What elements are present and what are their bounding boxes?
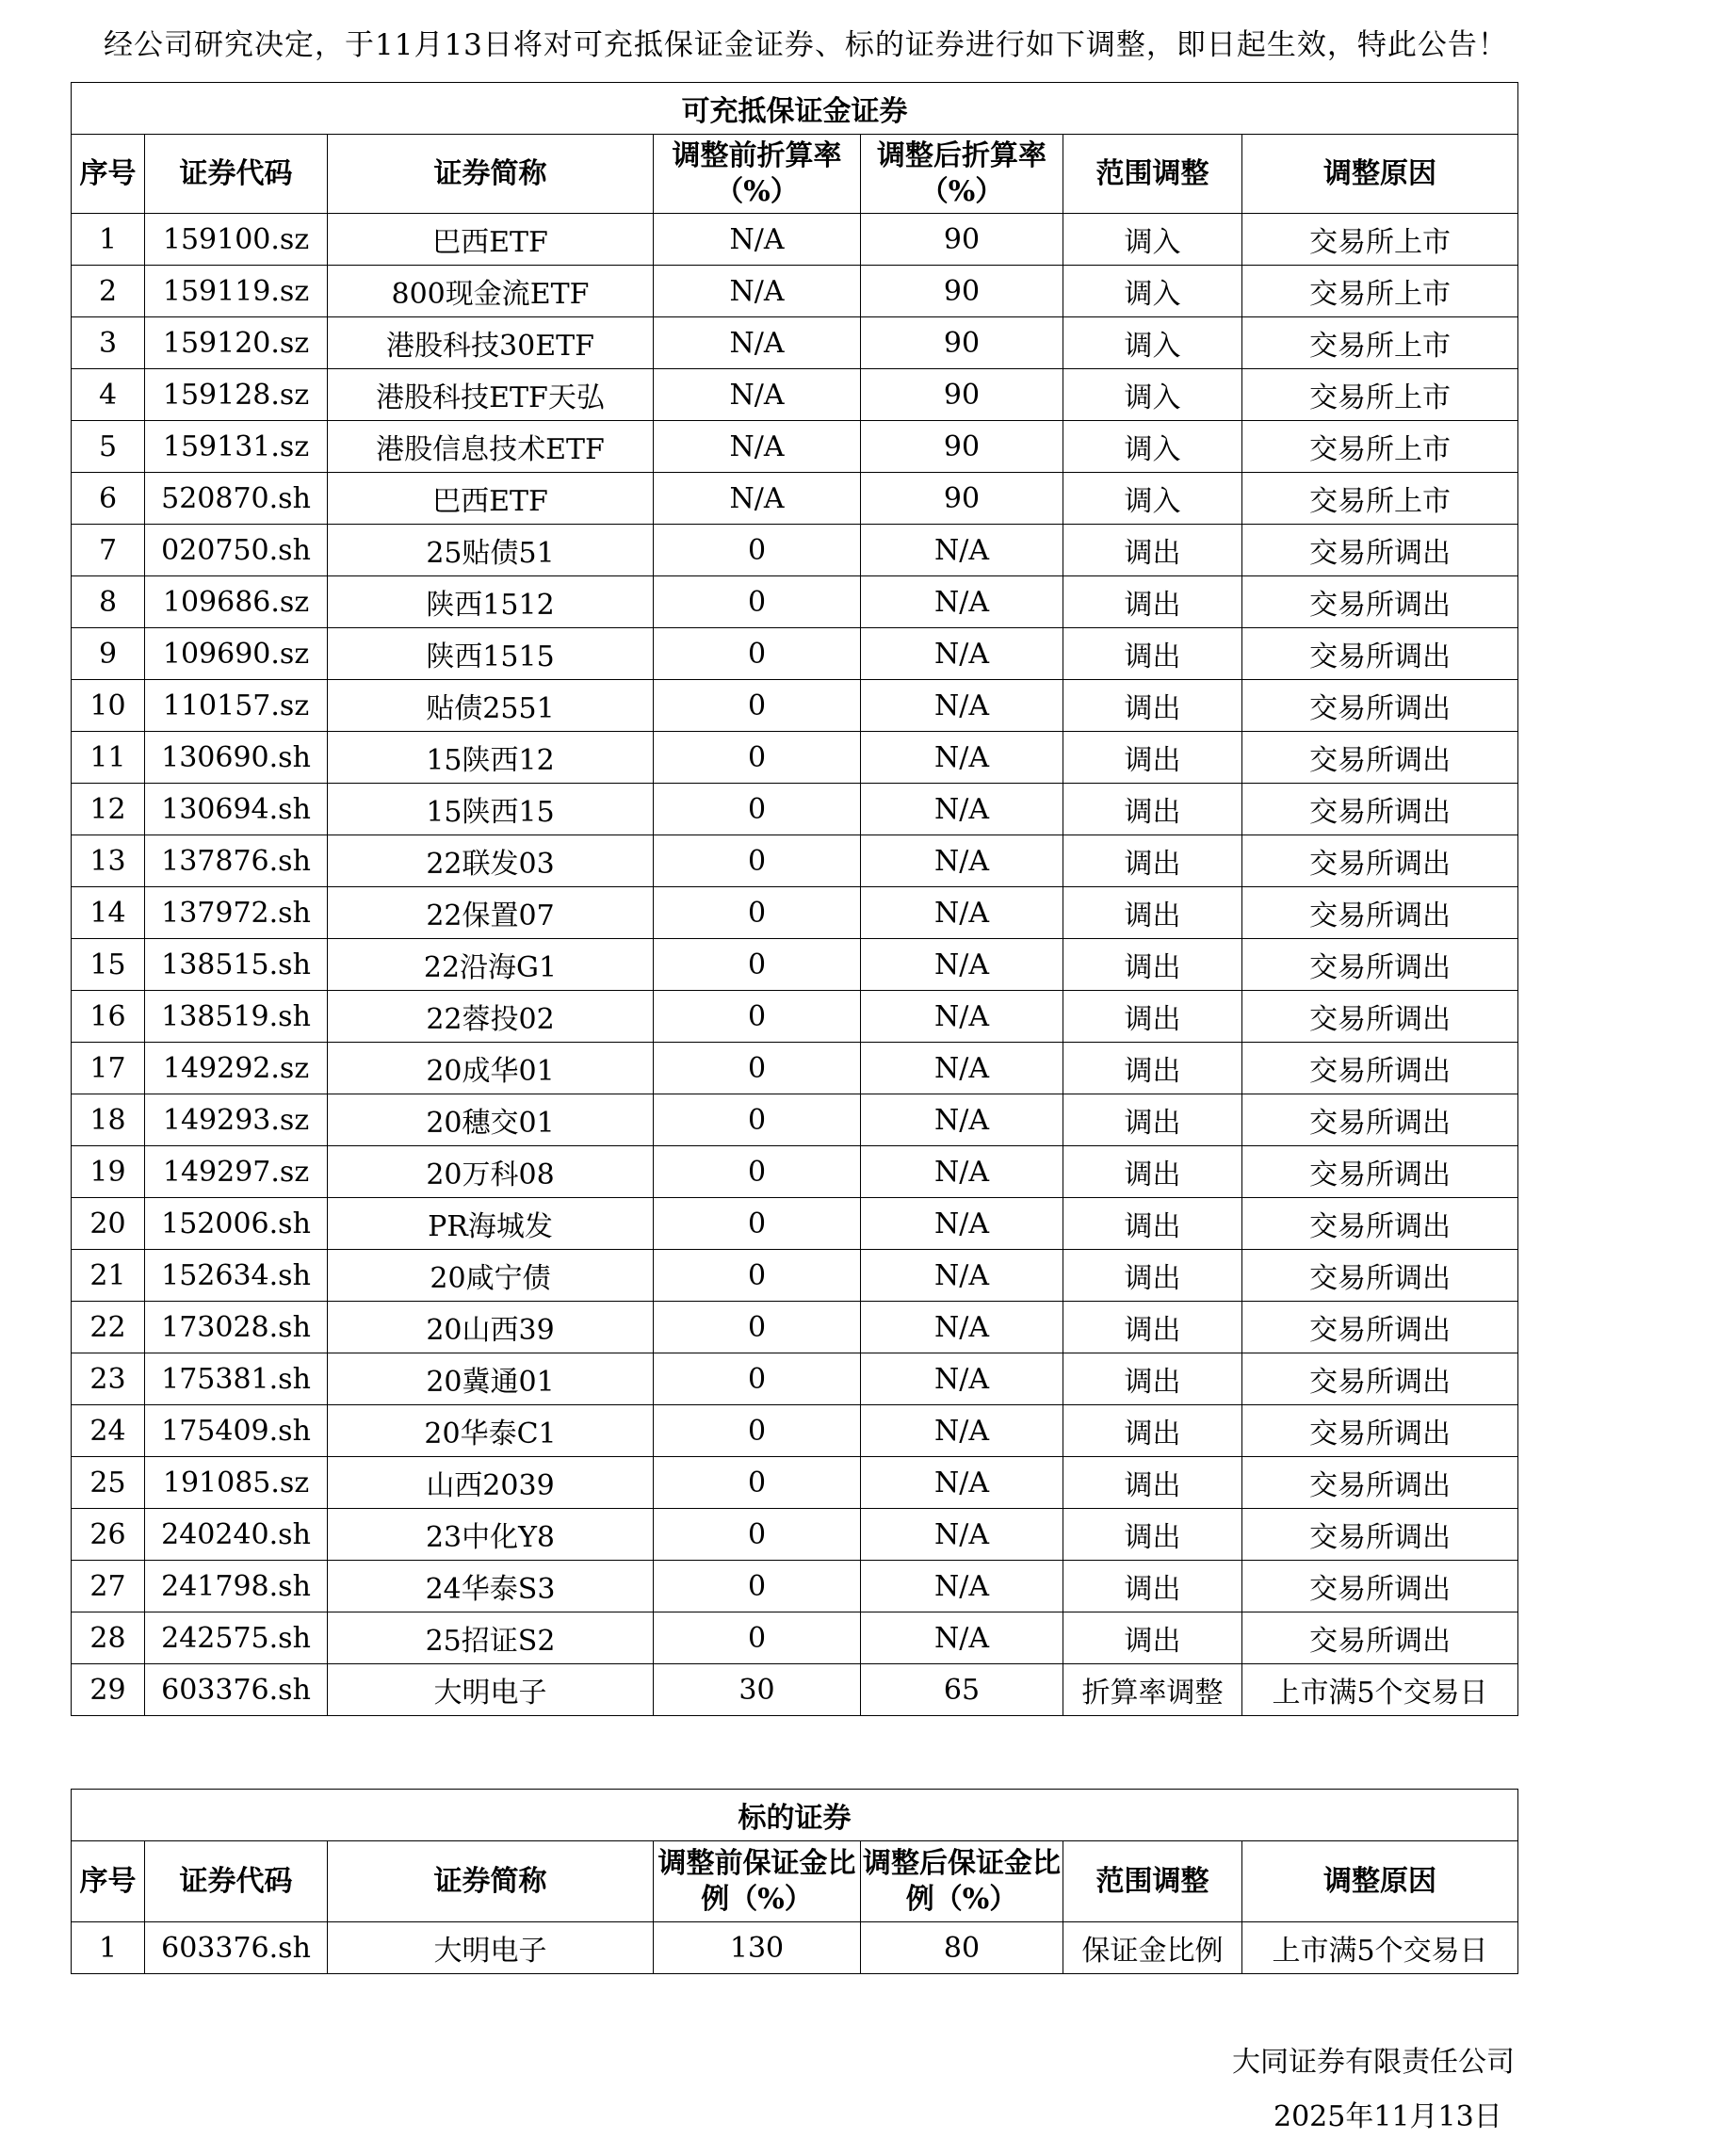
table-cell: 15陕西15 — [328, 784, 654, 835]
table-cell: 交易所调出 — [1242, 1198, 1518, 1250]
table-cell: 1 — [72, 214, 145, 266]
table-cell: 调入 — [1063, 369, 1242, 421]
table-cell: 交易所上市 — [1242, 473, 1518, 525]
table-cell: 交易所调出 — [1242, 1405, 1518, 1457]
table-cell: 交易所调出 — [1242, 1094, 1518, 1146]
table-cell: 调入 — [1063, 317, 1242, 369]
table-cell: N/A — [861, 1612, 1063, 1664]
table-row — [72, 939, 1518, 991]
table-cell: 80 — [861, 1922, 1063, 1974]
table-cell: 520870.sh — [145, 473, 328, 525]
table-cell: 30 — [654, 1664, 861, 1716]
table-cell: 0 — [654, 1509, 861, 1561]
table-cell: 5 — [72, 421, 145, 473]
company-name: 大同证券有限责任公司 — [1232, 2046, 1515, 2079]
table-cell: 调出 — [1063, 1198, 1242, 1250]
table-cell: 138519.sh — [145, 991, 328, 1043]
column-header: 序号 — [72, 1841, 145, 1922]
table-cell: 交易所上市 — [1242, 369, 1518, 421]
table-cell: 交易所调出 — [1242, 887, 1518, 939]
table-cell: 4 — [72, 369, 145, 421]
table-cell: 800现金流ETF — [328, 266, 654, 317]
table-cell: 23中化Y8 — [328, 1509, 654, 1561]
table-cell: N/A — [654, 421, 861, 473]
table-cell: 0 — [654, 1250, 861, 1302]
table-cell: 调出 — [1063, 1146, 1242, 1198]
table-cell: 2 — [72, 266, 145, 317]
table-cell: N/A — [861, 1302, 1063, 1353]
table-cell: 贴债2551 — [328, 680, 654, 732]
table-cell: N/A — [861, 525, 1063, 576]
table-row — [72, 1198, 1518, 1250]
table-cell: 90 — [861, 266, 1063, 317]
table-cell: 上市满5个交易日 — [1242, 1664, 1518, 1716]
table-cell: 28 — [72, 1612, 145, 1664]
table-cell: 17 — [72, 1043, 145, 1094]
table-cell: 交易所调出 — [1242, 1250, 1518, 1302]
table-cell: N/A — [861, 576, 1063, 628]
table-cell: 90 — [861, 214, 1063, 266]
column-header: 调整原因 — [1242, 1841, 1518, 1922]
table-cell: N/A — [861, 1457, 1063, 1509]
table-cell: 调出 — [1063, 1509, 1242, 1561]
table-cell: 调入 — [1063, 473, 1242, 525]
table-cell: 149297.sz — [145, 1146, 328, 1198]
table-cell: 交易所调出 — [1242, 1353, 1518, 1405]
table-cell: 0 — [654, 1146, 861, 1198]
table-cell: 调出 — [1063, 835, 1242, 887]
table-cell: 90 — [861, 317, 1063, 369]
table-cell: 22沿海G1 — [328, 939, 654, 991]
table-cell: 保证金比例 — [1063, 1922, 1242, 1974]
table-cell: 陕西1515 — [328, 628, 654, 680]
table-cell: 调出 — [1063, 1405, 1242, 1457]
table-cell: 020750.sh — [145, 525, 328, 576]
table-cell: 109686.sz — [145, 576, 328, 628]
table-cell: 交易所调出 — [1242, 835, 1518, 887]
table-cell: 调出 — [1063, 1302, 1242, 1353]
table-cell: N/A — [861, 628, 1063, 680]
table-cell: N/A — [861, 887, 1063, 939]
table-cell: 交易所调出 — [1242, 1509, 1518, 1561]
table-cell: 25 — [72, 1457, 145, 1509]
table-cell: 调出 — [1063, 732, 1242, 784]
table-row — [72, 576, 1518, 628]
table-cell: 90 — [861, 473, 1063, 525]
table-cell: 9 — [72, 628, 145, 680]
table-row — [72, 835, 1518, 887]
table-cell: 14 — [72, 887, 145, 939]
table-cell: N/A — [654, 214, 861, 266]
table-cell: N/A — [654, 266, 861, 317]
table-cell: 29 — [72, 1664, 145, 1716]
table-cell: N/A — [861, 991, 1063, 1043]
table-cell: 90 — [861, 369, 1063, 421]
table-cell: 调出 — [1063, 1612, 1242, 1664]
column-header: 证券简称 — [328, 135, 654, 214]
table-cell: 山西2039 — [328, 1457, 654, 1509]
table-cell: 242575.sh — [145, 1612, 328, 1664]
table-cell: N/A — [861, 1094, 1063, 1146]
column-header: 证券代码 — [145, 1841, 328, 1922]
table-row — [72, 421, 1518, 473]
table-cell: 22保置07 — [328, 887, 654, 939]
table-cell: 调出 — [1063, 991, 1242, 1043]
table-row — [72, 473, 1518, 525]
table-cell: 港股信息技术ETF — [328, 421, 654, 473]
table-cell: N/A — [861, 939, 1063, 991]
table-row — [72, 266, 1518, 317]
table-cell: 15陕西12 — [328, 732, 654, 784]
table-cell: 交易所调出 — [1242, 939, 1518, 991]
table-cell: 调出 — [1063, 1094, 1242, 1146]
table-cell: 20冀通01 — [328, 1353, 654, 1405]
table-cell: 191085.sz — [145, 1457, 328, 1509]
table-cell: 交易所调出 — [1242, 1043, 1518, 1094]
table-row — [72, 1405, 1518, 1457]
table-cell: 15 — [72, 939, 145, 991]
table-cell: 调出 — [1063, 525, 1242, 576]
table-cell: N/A — [861, 1043, 1063, 1094]
table-cell: 149293.sz — [145, 1094, 328, 1146]
table-row — [72, 991, 1518, 1043]
table-title: 可充抵保证金证券 — [72, 83, 1518, 135]
table-cell: 173028.sh — [145, 1302, 328, 1353]
table-cell: 18 — [72, 1094, 145, 1146]
table-cell: 交易所上市 — [1242, 317, 1518, 369]
table-cell: 交易所上市 — [1242, 266, 1518, 317]
table-cell: 3 — [72, 317, 145, 369]
table-cell: PR海城发 — [328, 1198, 654, 1250]
table-cell: N/A — [861, 1146, 1063, 1198]
column-header: 序号 — [72, 135, 145, 214]
table-cell: 27 — [72, 1561, 145, 1612]
table-cell: 149292.sz — [145, 1043, 328, 1094]
table-row — [72, 1146, 1518, 1198]
table-row — [72, 784, 1518, 835]
table-cell: 调入 — [1063, 214, 1242, 266]
table-cell: 152634.sh — [145, 1250, 328, 1302]
table-cell: 调出 — [1063, 680, 1242, 732]
table-cell: 交易所调出 — [1242, 991, 1518, 1043]
table-cell: N/A — [861, 784, 1063, 835]
table-cell: 159119.sz — [145, 266, 328, 317]
underlying-securities-table — [71, 1789, 1518, 1974]
table-cell: 7 — [72, 525, 145, 576]
table-cell: 0 — [654, 835, 861, 887]
table-body — [72, 1922, 1518, 1974]
table-cell: N/A — [861, 1353, 1063, 1405]
table-cell: 25招证S2 — [328, 1612, 654, 1664]
table-cell: 交易所调出 — [1242, 1302, 1518, 1353]
table-cell: 24华泰S3 — [328, 1561, 654, 1612]
table-cell: 24 — [72, 1405, 145, 1457]
table-cell: 交易所上市 — [1242, 214, 1518, 266]
table-cell: 0 — [654, 576, 861, 628]
notice-date: 2025年11月13日 — [1274, 2100, 1502, 2133]
table-cell: 陕西1512 — [328, 576, 654, 628]
table-cell: 22蓉投02 — [328, 991, 654, 1043]
table-cell: 10 — [72, 680, 145, 732]
table-cell: 0 — [654, 680, 861, 732]
table-cell: 138515.sh — [145, 939, 328, 991]
table-cell: 港股科技30ETF — [328, 317, 654, 369]
table-cell: 调入 — [1063, 266, 1242, 317]
table-cell: 130690.sh — [145, 732, 328, 784]
table-row — [72, 1094, 1518, 1146]
table-cell: 0 — [654, 732, 861, 784]
column-header: 调整前折算率（%） — [654, 135, 861, 214]
table-cell: 22 — [72, 1302, 145, 1353]
table-cell: 159120.sz — [145, 317, 328, 369]
table-row — [72, 1302, 1518, 1353]
table-cell: 调出 — [1063, 887, 1242, 939]
table-cell: 大明电子 — [328, 1922, 654, 1974]
table-cell: 12 — [72, 784, 145, 835]
table-cell: 0 — [654, 939, 861, 991]
table-cell: N/A — [861, 1405, 1063, 1457]
table-cell: 16 — [72, 991, 145, 1043]
table-row — [72, 1612, 1518, 1664]
table-cell: 交易所调出 — [1242, 628, 1518, 680]
table-row — [72, 1509, 1518, 1561]
table-cell: 25贴债51 — [328, 525, 654, 576]
table-row — [72, 680, 1518, 732]
table-cell: 20万科08 — [328, 1146, 654, 1198]
table-cell: 0 — [654, 887, 861, 939]
table-cell: 0 — [654, 1612, 861, 1664]
table-cell: 110157.sz — [145, 680, 328, 732]
table-cell: 20成华01 — [328, 1043, 654, 1094]
table-row — [72, 214, 1518, 266]
table-row — [72, 732, 1518, 784]
table-cell: 调出 — [1063, 1353, 1242, 1405]
table-cell: 159131.sz — [145, 421, 328, 473]
table-cell: N/A — [654, 317, 861, 369]
table-cell: 调出 — [1063, 939, 1242, 991]
table-cell: 调出 — [1063, 1561, 1242, 1612]
table-cell: 上市满5个交易日 — [1242, 1922, 1518, 1974]
table-row — [72, 1922, 1518, 1974]
table-row — [72, 369, 1518, 421]
table-row — [72, 1457, 1518, 1509]
table-cell: 0 — [654, 784, 861, 835]
table-cell: 0 — [654, 1561, 861, 1612]
notice-text: 经公司研究决定，于11月13日将对可充抵保证金证券、标的证券进行如下调整，即日起生效，特此公告！ — [104, 28, 1508, 62]
table-cell: 20华泰C1 — [328, 1405, 654, 1457]
table-cell: 交易所调出 — [1242, 680, 1518, 732]
table-cell: 241798.sh — [145, 1561, 328, 1612]
table-cell: 65 — [861, 1664, 1063, 1716]
collateral-securities-table — [71, 82, 1518, 1716]
table-cell: 20山西39 — [328, 1302, 654, 1353]
table-cell: 152006.sh — [145, 1198, 328, 1250]
table-cell: 交易所上市 — [1242, 421, 1518, 473]
table-cell: 调出 — [1063, 628, 1242, 680]
table-cell: 0 — [654, 991, 861, 1043]
column-header: 范围调整 — [1063, 1841, 1242, 1922]
table-cell: 175381.sh — [145, 1353, 328, 1405]
table-cell: 0 — [654, 525, 861, 576]
column-header: 调整原因 — [1242, 135, 1518, 214]
table-cell: 137876.sh — [145, 835, 328, 887]
table-row — [72, 628, 1518, 680]
column-header: 调整后保证金比例（%） — [861, 1841, 1063, 1922]
table-cell: 20 — [72, 1198, 145, 1250]
table-cell: 21 — [72, 1250, 145, 1302]
table-cell: 0 — [654, 1302, 861, 1353]
table-cell: 交易所调出 — [1242, 576, 1518, 628]
table-cell: 159100.sz — [145, 214, 328, 266]
table-cell: 0 — [654, 1198, 861, 1250]
table-cell: 11 — [72, 732, 145, 784]
table-cell: N/A — [861, 1250, 1063, 1302]
table-title: 标的证券 — [72, 1790, 1518, 1841]
table-cell: 大明电子 — [328, 1664, 654, 1716]
table-row — [72, 525, 1518, 576]
table-cell: 交易所调出 — [1242, 1612, 1518, 1664]
table-cell: 109690.sz — [145, 628, 328, 680]
table-row — [72, 887, 1518, 939]
table-cell: 1 — [72, 1922, 145, 1974]
table-cell: 0 — [654, 1043, 861, 1094]
table-cell: 调出 — [1063, 1457, 1242, 1509]
table-cell: 6 — [72, 473, 145, 525]
table-cell: 22联发03 — [328, 835, 654, 887]
table-cell: N/A — [654, 473, 861, 525]
table-row — [72, 1353, 1518, 1405]
table-row — [72, 317, 1518, 369]
column-header: 范围调整 — [1063, 135, 1242, 214]
table-cell: 调入 — [1063, 421, 1242, 473]
table-cell: 137972.sh — [145, 887, 328, 939]
column-header: 调整后折算率（%） — [861, 135, 1063, 214]
table-cell: 19 — [72, 1146, 145, 1198]
table-row — [72, 1664, 1518, 1716]
table-cell: 240240.sh — [145, 1509, 328, 1561]
table-cell: 175409.sh — [145, 1405, 328, 1457]
table-cell: 调出 — [1063, 784, 1242, 835]
table-cell: N/A — [861, 732, 1063, 784]
table-cell: N/A — [861, 1561, 1063, 1612]
table-body — [72, 214, 1518, 1716]
table-cell: 交易所调出 — [1242, 784, 1518, 835]
table-row — [72, 1043, 1518, 1094]
table-cell: 23 — [72, 1353, 145, 1405]
table-cell: 26 — [72, 1509, 145, 1561]
column-header: 证券简称 — [328, 1841, 654, 1922]
table-cell: N/A — [861, 1198, 1063, 1250]
table-cell: 130694.sh — [145, 784, 328, 835]
table-row — [72, 1250, 1518, 1302]
table-cell: 90 — [861, 421, 1063, 473]
table-cell: 0 — [654, 1094, 861, 1146]
table-cell: 8 — [72, 576, 145, 628]
column-header: 证券代码 — [145, 135, 328, 214]
table-cell: 603376.sh — [145, 1664, 328, 1716]
table-cell: 巴西ETF — [328, 214, 654, 266]
table-row — [72, 1561, 1518, 1612]
table-cell: 20穗交01 — [328, 1094, 654, 1146]
table-cell: N/A — [861, 680, 1063, 732]
table-cell: 交易所调出 — [1242, 525, 1518, 576]
table-cell: 交易所调出 — [1242, 1146, 1518, 1198]
table-cell: 130 — [654, 1922, 861, 1974]
table-cell: 调出 — [1063, 1250, 1242, 1302]
table-cell: 折算率调整 — [1063, 1664, 1242, 1716]
table-cell: 13 — [72, 835, 145, 887]
table-cell: 调出 — [1063, 576, 1242, 628]
table-cell: 交易所调出 — [1242, 1561, 1518, 1612]
table-cell: 交易所调出 — [1242, 1457, 1518, 1509]
table-cell: 0 — [654, 1457, 861, 1509]
table-cell: 巴西ETF — [328, 473, 654, 525]
table-cell: N/A — [861, 835, 1063, 887]
table-cell: 交易所调出 — [1242, 732, 1518, 784]
table-cell: 0 — [654, 1353, 861, 1405]
table-cell: 0 — [654, 1405, 861, 1457]
table-cell: N/A — [654, 369, 861, 421]
column-header: 调整前保证金比例（%） — [654, 1841, 861, 1922]
table-cell: 159128.sz — [145, 369, 328, 421]
table-cell: 港股科技ETF天弘 — [328, 369, 654, 421]
table-cell: 20咸宁债 — [328, 1250, 654, 1302]
table-cell: 调出 — [1063, 1043, 1242, 1094]
table-cell: N/A — [861, 1509, 1063, 1561]
table-cell: 603376.sh — [145, 1922, 328, 1974]
table-cell: 0 — [654, 628, 861, 680]
